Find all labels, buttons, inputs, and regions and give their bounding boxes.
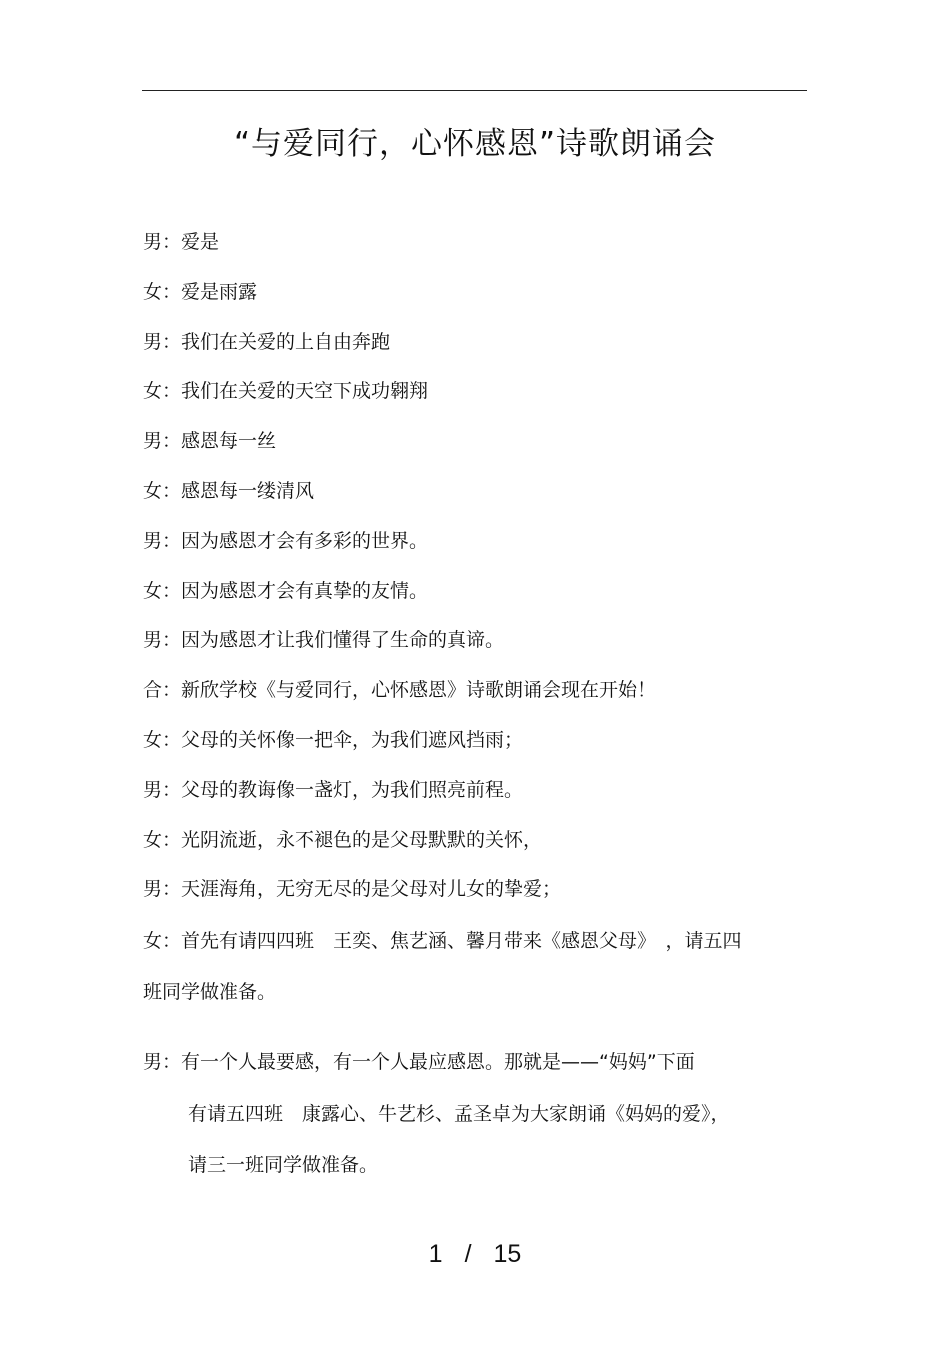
script-line: 有请五四班 康露心、牛艺杉、孟圣卓为大家朗诵《妈妈的爱》， [188, 1103, 730, 1125]
header-rule [142, 90, 807, 91]
script-line: 男：感恩每一丝 [143, 430, 277, 452]
script-line: 女：我们在关爱的天空下成功翱翔 [143, 380, 429, 402]
script-line: 请三一班同学做准备。 [188, 1154, 379, 1176]
script-line: 女：爱是雨露 [143, 281, 258, 303]
current-page: 1 [428, 1240, 443, 1268]
script-line: 合：新欣学校《与爱同行，心怀感恩》诗歌朗诵会现在开始！ [143, 679, 657, 701]
script-line: 男：有一个人最要感，有一个人最应感恩。那就是——“妈妈”下面 [143, 1051, 695, 1073]
script-line: 女：光阴流逝，永不褪色的是父母默默的关怀， [143, 829, 543, 851]
page-separator: / [464, 1240, 472, 1268]
script-line: 女：因为感恩才会有真挚的友情。 [143, 580, 429, 602]
total-pages: 15 [493, 1240, 522, 1268]
page-title: “与爱同行，心怀感恩”诗歌朗诵会 [233, 126, 717, 162]
page-indicator [0, 1240, 950, 1269]
script-line: 男：天涯海角，无穷无尽的是父母对儿女的挚爱； [143, 878, 562, 900]
script-line: 男：父母的教诲像一盏灯，为我们照亮前程。 [143, 779, 524, 801]
script-line: 男：我们在关爱的上自由奔跑 [143, 331, 391, 353]
script-line: 男：因为感恩才会有多彩的世界。 [143, 530, 429, 552]
script-line: 女：父母的关怀像一把伞，为我们遮风挡雨； [143, 729, 524, 751]
script-line: 班同学做准备。 [143, 981, 277, 1003]
script-line: 男：因为感恩才让我们懂得了生命的真谛。 [143, 629, 505, 651]
script-line: 女：首先有请四四班 王奕、焦艺涵、馨月带来《感恩父母》 ，请五四 [143, 930, 742, 952]
script-line: 女：感恩每一缕清风 [143, 480, 315, 502]
script-line: 男：爱是 [143, 231, 220, 253]
